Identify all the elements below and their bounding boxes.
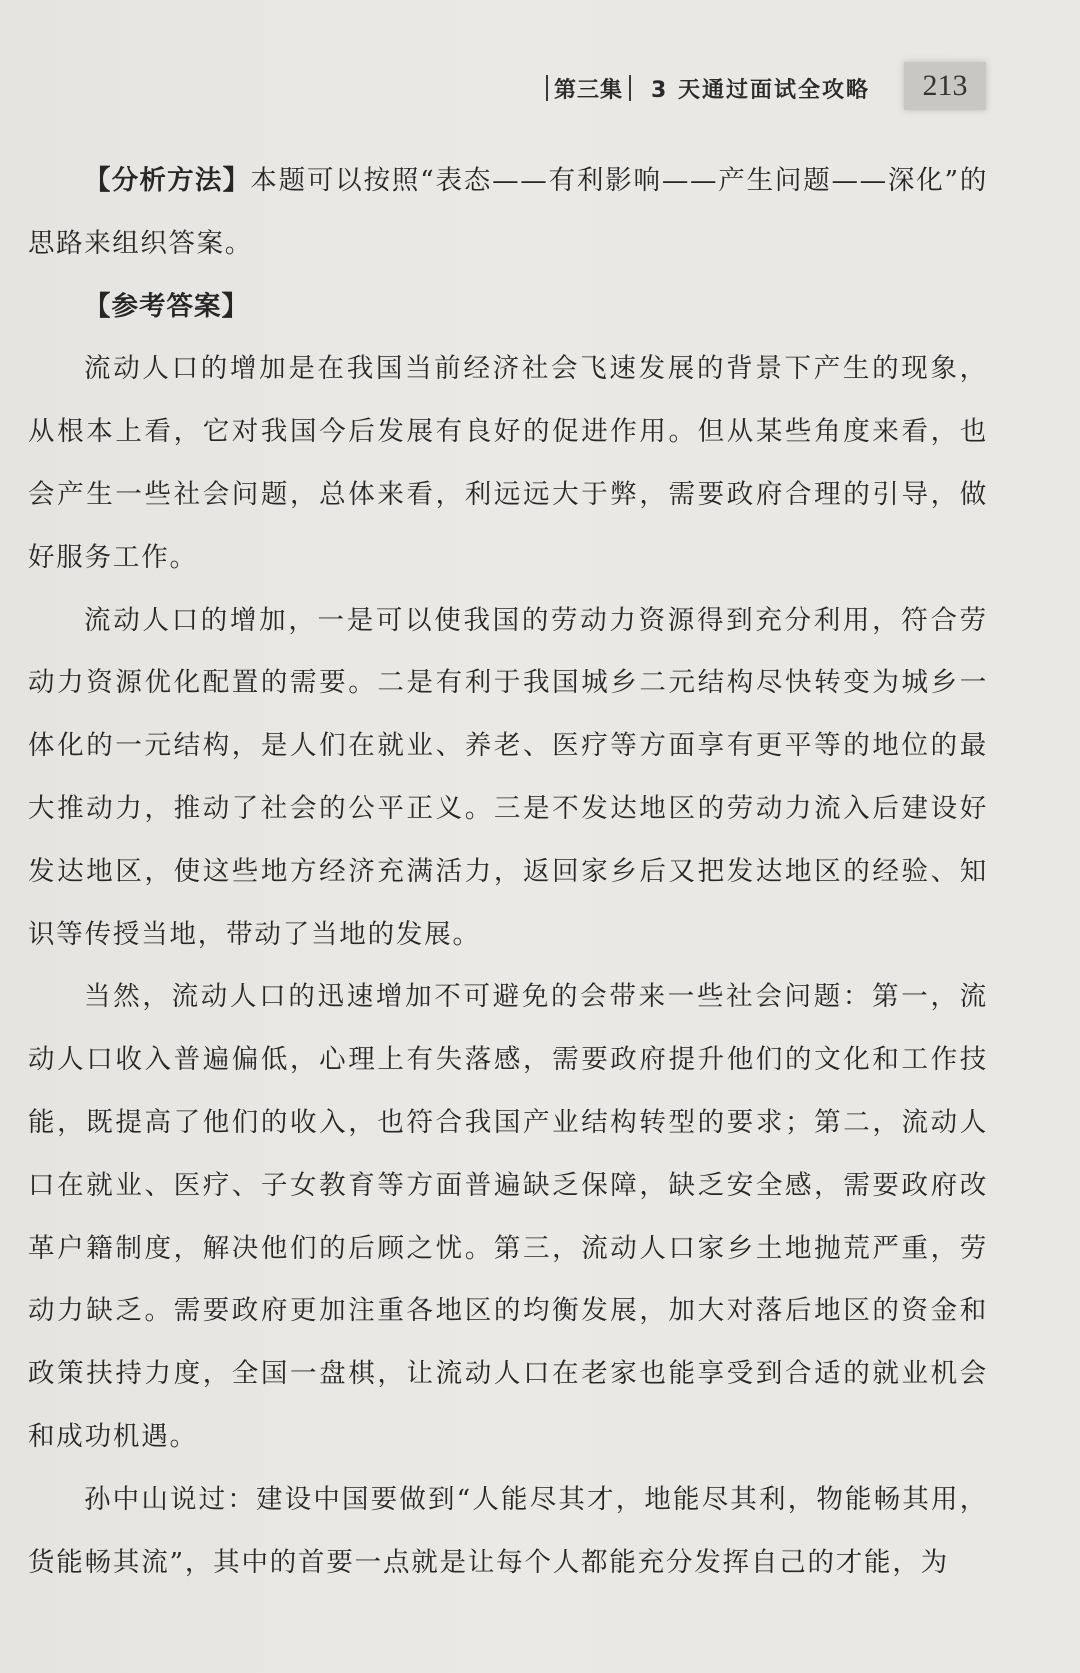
body-paragraph: 孙中山说过：建设中国要做到“人能尽其才，地能尽其利，物能畅其用，货能畅其流”，其中的首要一点就是让每个人都能充分发挥自己的才能，为	[28, 1483, 988, 1578]
body-paragraph: 流动人口的增加，一是可以使我国的劳动力资源得到充分利用，符合劳动力资源优化配置的需要。二是有利于我国城乡二元结构尽快转变为城乡一体化的一元结构，是人们在就业、养老、医疗等方面享有更平等的地位的最大推动力，推动了社会的公平正义。三是不发达地区的劳动力流入后建设好发达地区，使这些地方经济充满活力，返回家乡后又把发达地区的经验、知识等传授当地，带动了当地的发展。	[28, 604, 988, 950]
header-divider	[546, 75, 548, 101]
body-paragraph: 当然，流动人口的迅速增加不可避免的会带来一些社会问题：第一，流动人口收入普遍偏低，心理上有失落感，需要政府提升他们的文化和工作技能，既提高了他们的收入，也符合我国产业结构转型的要求；第二，流动人口在就业、医疗、子女教育等方面普遍缺乏保障，缺乏安全感，需要政府改革户籍制度，解决他们的后顾之忧。第三，流动人口家乡土地抛荒严重，劳动力缺乏。需要政府更加注重各地区的均衡发展，加大对落后地区的资金和政策扶持力度，全国一盘棋，让流动人口在老家也能享受到合适的就业机会和成功机遇。	[28, 981, 988, 1452]
header-title: 3 天通过面试全攻略	[651, 77, 870, 103]
page-body	[28, 150, 988, 1594]
header-divider	[629, 75, 631, 101]
page-number: 213	[904, 62, 986, 110]
body-paragraph: 流动人口的增加是在我国当前经济社会飞速发展的背景下产生的现象，从根本上看，它对我国今后发展有良好的促进作用。但从某些角度来看，也会产生一些社会问题，总体来看，利远远大于弊，需要政府合理的引导，做好服务工作。	[28, 353, 988, 573]
analysis-method-label: 【分析方法】	[84, 165, 251, 196]
analysis-method-text: 本题可以按照“表态——有利影响——产生问题——深化”的思路来组织答案。	[28, 165, 989, 259]
analysis-method-paragraph	[28, 150, 988, 276]
reference-answer-heading	[28, 276, 988, 339]
reference-answer-label: 【参考答案】	[84, 290, 249, 322]
header-section: 第三集	[554, 77, 624, 103]
